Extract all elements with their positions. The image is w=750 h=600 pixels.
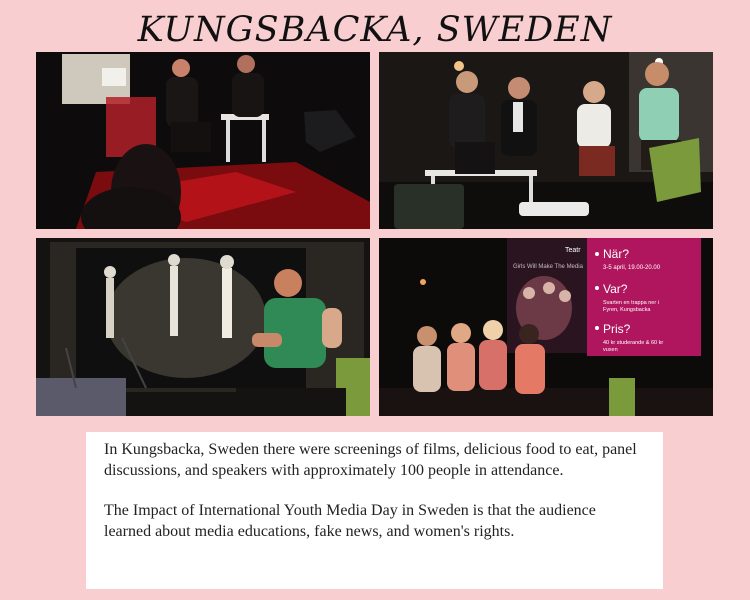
photo-group-slide — [379, 238, 713, 416]
slide-a1: 3-5 april, 19.00-20.00 — [603, 265, 661, 271]
slide-a2-line2: Fyren, Kungsbacka — [603, 307, 651, 313]
page-title: KUNGSBACKA, SWEDEN — [137, 10, 613, 50]
slide-poster-text: Girls Will Make The Media — [513, 264, 583, 270]
slide-q3: Pris? — [603, 322, 631, 336]
stage-photo-3 — [36, 238, 370, 416]
photo-panel-stage-red — [36, 52, 370, 229]
stage-photo-4 — [379, 238, 713, 416]
slide-a3-line1: 40 kr studerande & 60 kr — [603, 340, 664, 346]
photo-speaker-projection — [36, 238, 370, 416]
slide-q1: När? — [603, 247, 630, 261]
caption-paragraph-2: The Impact of International Youth Media Day in Sweden is that the audience learned about media educations, fake news, and women's rights. — [104, 502, 596, 540]
slide-a3-line2: vuxen — [603, 347, 618, 353]
stage-photo-2 — [379, 52, 713, 229]
caption-paragraph-1: In Kungsbacka, Sweden there were screenings of films, delicious food to eat, panel discussions, and speakers with approximately 100 people in attendance. — [104, 441, 637, 479]
stage-photo-1 — [36, 52, 370, 229]
slide-corner-text: Teatr — [565, 247, 581, 254]
slide-q2: Var? — [603, 282, 628, 296]
caption-box — [86, 432, 663, 589]
slide-a2-line1: Svarten en trappa ner i — [603, 300, 659, 306]
photo-panel-discussion — [379, 52, 713, 229]
